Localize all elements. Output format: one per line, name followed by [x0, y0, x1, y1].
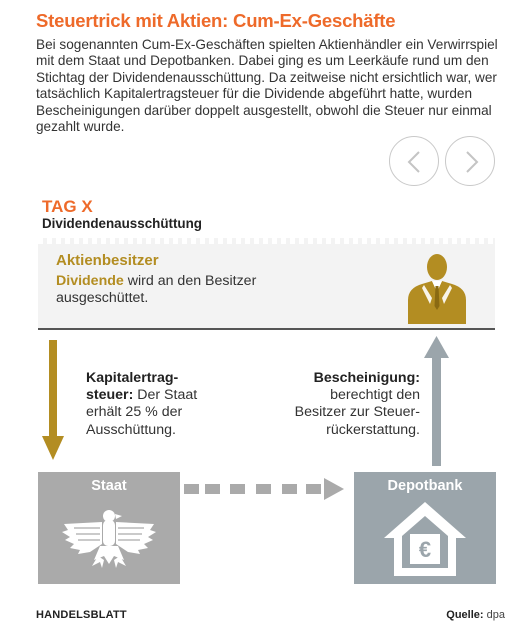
- tax-arrow-shaft: [49, 340, 57, 438]
- certificate-arrow-up-icon: [424, 336, 449, 358]
- svg-text:€: €: [418, 537, 432, 562]
- certificate-text-line3: rückerstattung.: [326, 421, 420, 438]
- dividend-highlight: Dividende: [56, 273, 124, 289]
- connector-arrow-right-icon: [324, 478, 344, 500]
- step-tag: TAG X: [42, 197, 93, 216]
- businessman-icon: [406, 248, 468, 324]
- intro-paragraph: Bei sogenannten Cum-Ex-Geschäften spielten Aktienhändler ein Verwirrspiel mit dem Staat und Depotbanken. Dabei ging es um Leerkäufe rund um den Stichtag der Dividendenausschüttung. Da zeitweise nicht ersichtlich war, wer tatsächlich Kapitalertragsteuer für die Dividende abgeführt hatte, wurden Bescheinigungen darüber doppelt ausgestellt, obwohl die Steuer nur einmal gezahlt wurde.: [36, 37, 498, 135]
- shareholder-panel: [38, 238, 495, 330]
- certificate-arrow-shaft: [432, 356, 441, 466]
- previous-button[interactable]: [389, 136, 439, 186]
- certificate-heading: Bescheinigung:: [313, 370, 420, 386]
- source-value: dpa: [486, 609, 505, 621]
- shareholder-description: [56, 273, 336, 307]
- source-label: Quelle:: [446, 609, 484, 621]
- shareholder-text: wird an den Besitzer ausgeschüttet.: [56, 273, 257, 306]
- next-button[interactable]: [445, 136, 495, 186]
- step-subtitle: Dividendenausschüttung: [42, 216, 202, 231]
- tax-heading-line2: steuer:: [86, 387, 134, 404]
- chevron-right-icon: [446, 137, 496, 187]
- withholding-tax-text: [86, 370, 246, 439]
- tax-text-line2: erhält 25 % der: [86, 404, 183, 421]
- brand-footer: HANDELSBLATT: [36, 609, 127, 621]
- dashed-connector: [184, 484, 321, 494]
- depot-bank-label: Depotbank: [387, 478, 463, 494]
- source-footer: [446, 609, 505, 621]
- state-label: Staat: [91, 478, 127, 494]
- certificate-text-line1: berechtigt den: [330, 387, 420, 404]
- tax-text-line1: Der Staat: [133, 387, 198, 404]
- certificate-text-line2: Besitzer zur Steuer-: [294, 404, 420, 421]
- page-title: Steuertrick mit Aktien: Cum-Ex-Geschäfte: [36, 10, 396, 31]
- state-box: [38, 472, 180, 584]
- tax-heading-line1: Kapitalertrag-: [86, 370, 179, 386]
- federal-eagle-icon: [38, 472, 180, 584]
- certificate-text: [262, 370, 420, 439]
- tax-text-line3: Ausschüttung.: [86, 421, 176, 438]
- shareholder-title: Aktienbesitzer: [56, 252, 159, 269]
- depot-bank-box: [354, 472, 496, 584]
- chevron-left-icon: [390, 137, 440, 187]
- dashed-border: [38, 238, 495, 244]
- house-euro-icon: [354, 472, 496, 584]
- tax-arrow-down-icon: [42, 436, 64, 460]
